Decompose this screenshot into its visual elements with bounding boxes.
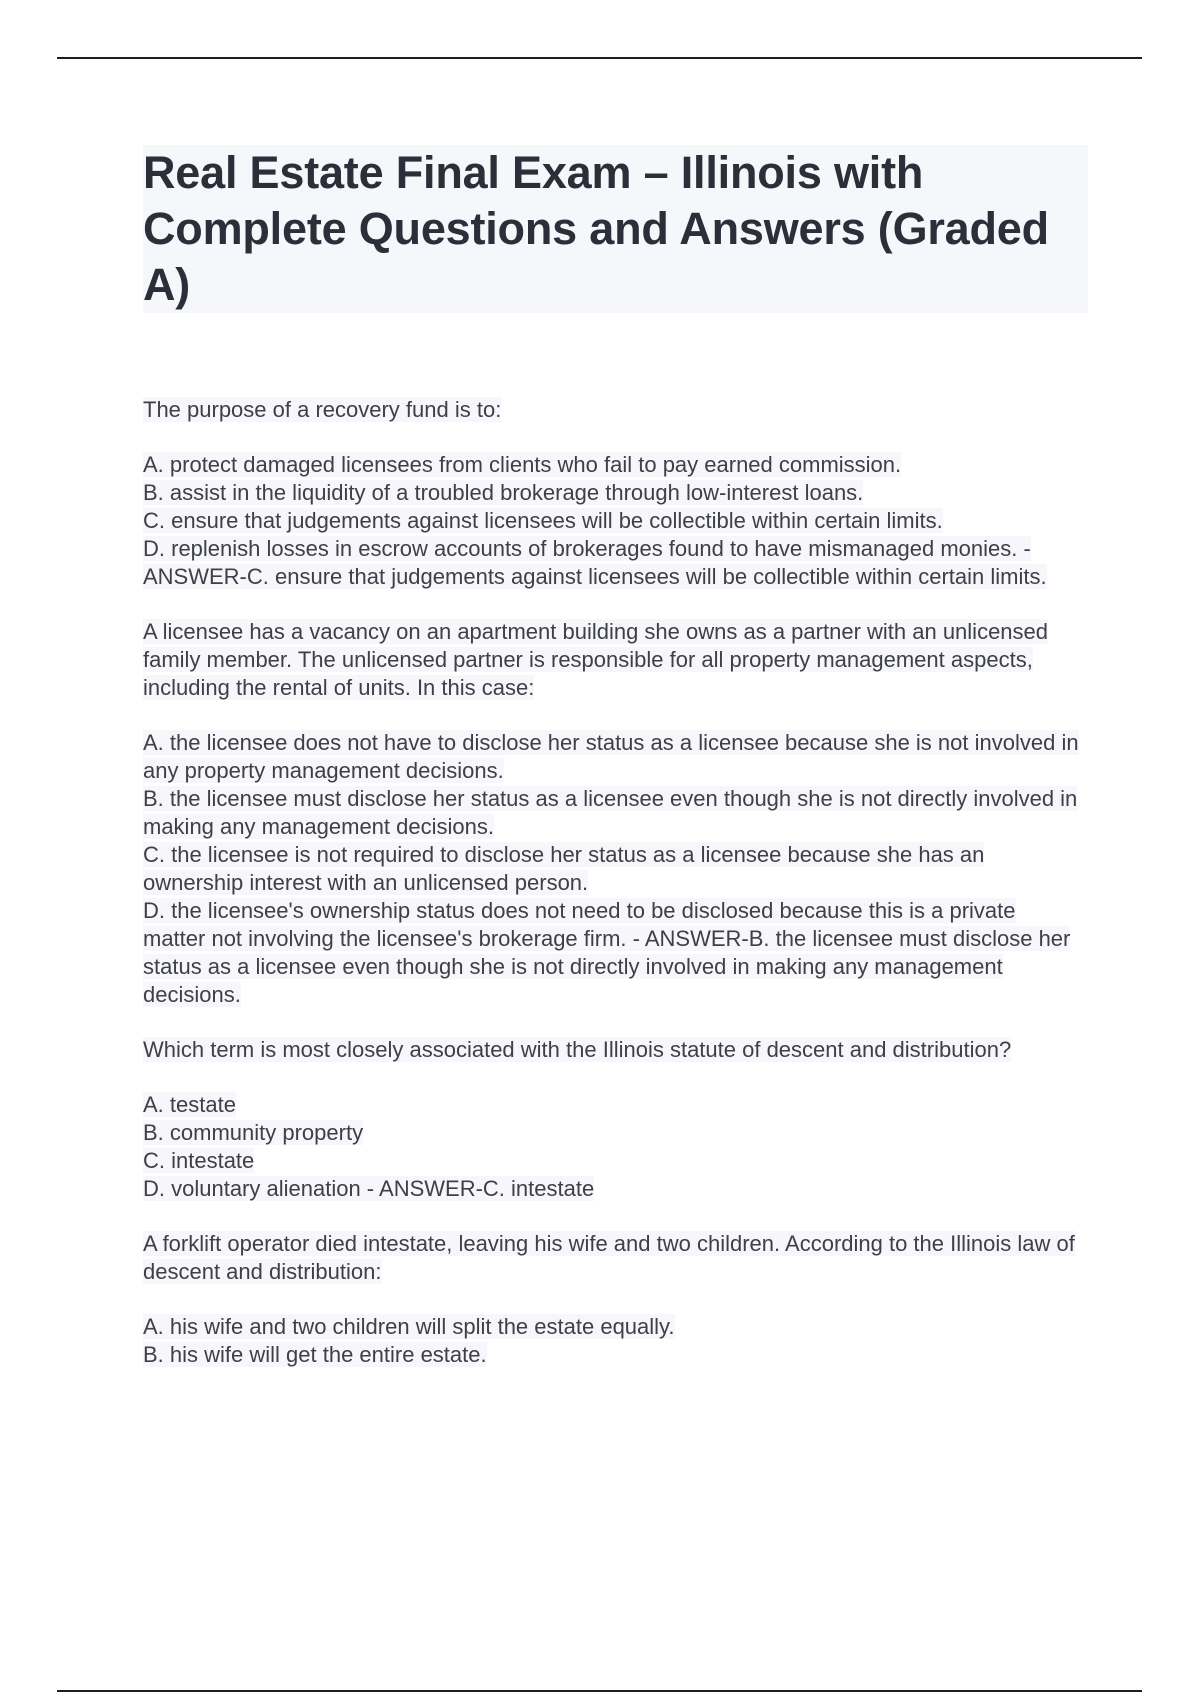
question-prompt [143, 1036, 1083, 1064]
title-block [143, 145, 1088, 313]
question-item [143, 1036, 1083, 1203]
question-item [143, 396, 1083, 591]
question-prompt [143, 1230, 1083, 1286]
question-prompt-text: The purpose of a recovery fund is to: [143, 397, 502, 422]
question-prompt-text: Which term is most closely associated with the Illinois statute of descent and distribution? [143, 1037, 1012, 1062]
question-options [143, 451, 1083, 591]
document-title: Real Estate Final Exam – Illinois with Complete Questions and Answers (Graded A) [143, 147, 1049, 310]
bottom-rule [57, 1690, 1142, 1692]
question-list [143, 396, 1083, 1369]
question-prompt-text: A forklift operator died intestate, leaving his wife and two children. According to the Illinois law of descent and distribution: [143, 1231, 1075, 1284]
question-options [143, 1313, 1083, 1369]
top-rule [57, 57, 1142, 59]
question-options-text: A. his wife and two children will split the estate equally. B. his wife will get the entire estate. [143, 1314, 675, 1367]
question-prompt [143, 618, 1083, 702]
question-prompt [143, 396, 1083, 424]
question-item [143, 1230, 1083, 1369]
question-options [143, 1091, 1083, 1203]
question-options-text: A. protect damaged licensees from clients who fail to pay earned commission. B. assist in the liquidity of a troubled brokerage through low-interest loans. C. ensure that judgements against licensees will be collectible within certain limits. D. replenish losses in escrow accounts of brokerages found to have mismanaged monies. - ANSWER-C. ensure that judgements against licensees will be collectible within certain limits. [143, 452, 1047, 589]
question-options-text: A. testate B. community property C. intestate D. voluntary alienation - ANSWER-C. intestate [143, 1092, 595, 1201]
question-item [143, 618, 1083, 1009]
question-options-text: A. the licensee does not have to disclose her status as a licensee because she is not involved in any property management decisions. B. the licensee must disclose her status as a licensee even though she is not directly involved in making any management decisions. C. the licensee is not required to disclose her status as a licensee because she has an ownership interest with an unlicensed person. D. the licensee's ownership status does not need to be disclosed because this is a private matter not involving the licensee's brokerage firm. - ANSWER-B. the licensee must disclose her status as a licensee even though she is not directly involved in making any management decisions. [143, 730, 1079, 1007]
question-options [143, 729, 1083, 1009]
question-prompt-text: A licensee has a vacancy on an apartment building she owns as a partner with an unlicensed family member. The unlicensed partner is responsible for all property management aspects, including the rental of units. In this case: [143, 619, 1049, 700]
